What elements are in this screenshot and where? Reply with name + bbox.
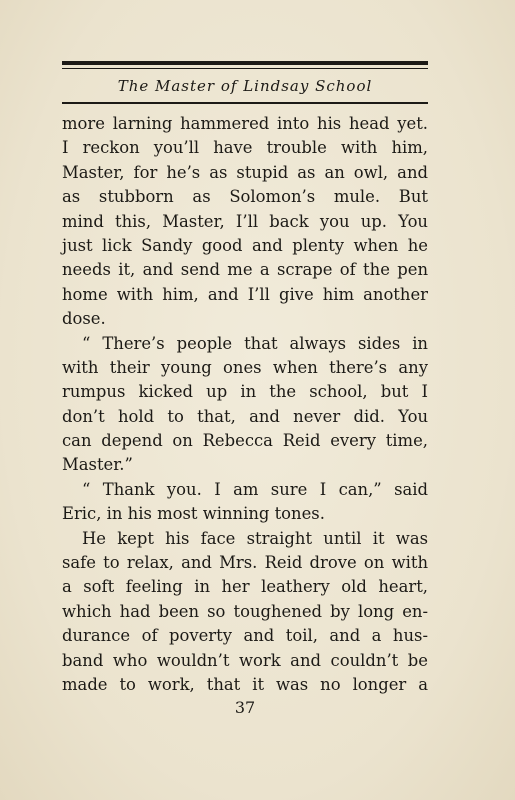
text-line: rumpus kicked up in the school, but I bbox=[62, 382, 428, 402]
body-text bbox=[62, 112, 428, 697]
text-line: durance of poverty and toil, and a hus- bbox=[62, 626, 428, 646]
text-line: with their young ones when there’s any bbox=[62, 357, 428, 377]
text-line: Master, for he’s as stupid as an owl, and bbox=[62, 162, 428, 182]
header-rule-thick bbox=[62, 61, 428, 65]
text-line: which had been so toughened by long en- bbox=[62, 601, 428, 621]
text-line: I reckon you’ll have trouble with him, bbox=[62, 138, 428, 158]
text-line: a soft feeling in her leathery old heart, bbox=[62, 577, 428, 597]
text-line: more larning hammered into his head yet. bbox=[62, 114, 428, 133]
text-line: safe to relax, and Mrs. Reid drove on with bbox=[62, 553, 428, 573]
page-number: 37 bbox=[234, 698, 256, 717]
text-line: “ There’s people that always sides in bbox=[82, 333, 428, 353]
text-line: just lick Sandy good and plenty when he bbox=[62, 235, 428, 255]
text-line: mind this, Master, I’ll back you up. You bbox=[62, 211, 428, 231]
text-line: Eric, in his most winning tones. bbox=[62, 504, 325, 524]
text-line: “ Thank you. I am sure I can,” said bbox=[82, 479, 428, 499]
text-line: needs it, and send me a scrape of the pen bbox=[62, 260, 428, 280]
text-line: as stubborn as Solomon’s mule. But bbox=[62, 187, 428, 207]
text-line: don’t hold to that, and never did. You bbox=[62, 406, 428, 426]
text-line: Master.” bbox=[62, 455, 133, 475]
text-line: can depend on Rebecca Reid every time, bbox=[62, 431, 428, 451]
header-rule-thin bbox=[62, 68, 428, 69]
text-line: band who wouldn’t work and couldn’t be bbox=[62, 650, 428, 670]
text-line: He kept his face straight until it was bbox=[82, 528, 428, 548]
text-line: made to work, that it was no longer a bbox=[62, 674, 428, 694]
text-line: dose. bbox=[62, 309, 106, 329]
running-head: The Master of Lindsay School bbox=[117, 77, 373, 95]
text-line: home with him, and I’ll give him another bbox=[62, 284, 428, 304]
header-rule-bottom bbox=[62, 102, 428, 104]
